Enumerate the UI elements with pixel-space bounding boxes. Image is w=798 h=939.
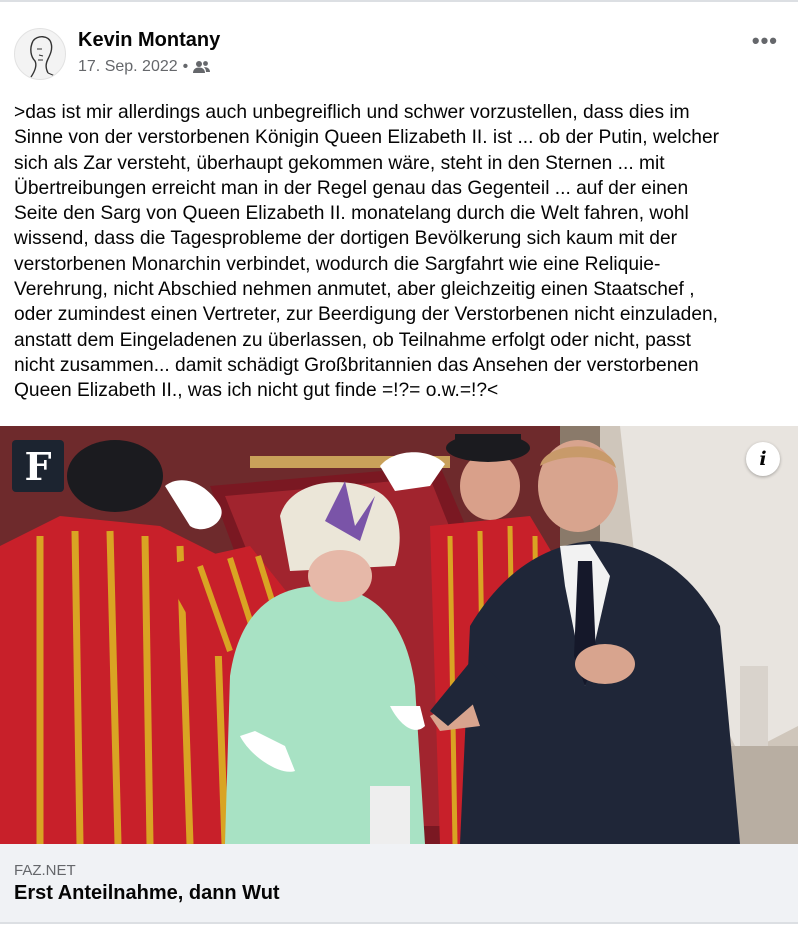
link-preview[interactable] xyxy=(0,844,798,922)
author-name[interactable]: Kevin Montany xyxy=(78,29,221,51)
sketch-portrait-icon xyxy=(15,29,66,80)
link-domain: FAZ.NET xyxy=(14,862,76,879)
post-body-text: >das ist mir allerdings auch unbegreiflich und schwer vorzustellen, dass dies im Sinne von der verstorbenen Königin Queen Elizabeth II. ist ... ob der Putin, welcher sich als Zar versteht, überhaupt gekommen wäre, steht in den Sternen ... mit Übertreibungen erreicht man in der Regel genau das Gegenteil ... auf der einen Seite den Sarg von Queen Elizabeth II. monatelang durch die Welt fahren, wohl wissend, dass die Tagesprobleme der dortigen Bevölkerung sich kaum mit der verstorbenen Monarchin verbindet, wodurch die Sargfahrt wie eine Reliquie- Verehrung, nicht Abschied nehmen anmutet, aber gleichzeitig einen Staatschef , oder zumindest einen Vertreter, zur Beerdigung der Verstorbenen nicht einzuladen, anstatt dem Eingeladenen zu überlassen, ob Teilnahme erfolgt oder nicht, passt nicht zusammen... damit schädigt Großbritannien das Ansehen der verstorbenen Queen Elizabeth II., was ich nicht gut finde =!?= o.w.=!?< xyxy=(14,102,720,402)
meta-separator: • xyxy=(182,58,189,75)
shared-photo[interactable] xyxy=(0,426,798,844)
info-icon[interactable]: i xyxy=(746,442,780,476)
friends-icon[interactable] xyxy=(193,60,210,74)
top-divider xyxy=(0,0,798,2)
publisher-logo[interactable]: F xyxy=(12,440,64,492)
link-title[interactable]: Erst Anteilnahme, dann Wut xyxy=(14,882,280,904)
more-options-icon[interactable]: ••• xyxy=(751,28,778,53)
post-header xyxy=(14,28,784,84)
author-avatar[interactable] xyxy=(14,28,66,80)
bottom-divider xyxy=(0,922,798,924)
post-meta xyxy=(78,58,210,76)
post-date[interactable]: 17. Sep. 2022 xyxy=(78,58,178,75)
photo-illustration xyxy=(0,426,798,844)
